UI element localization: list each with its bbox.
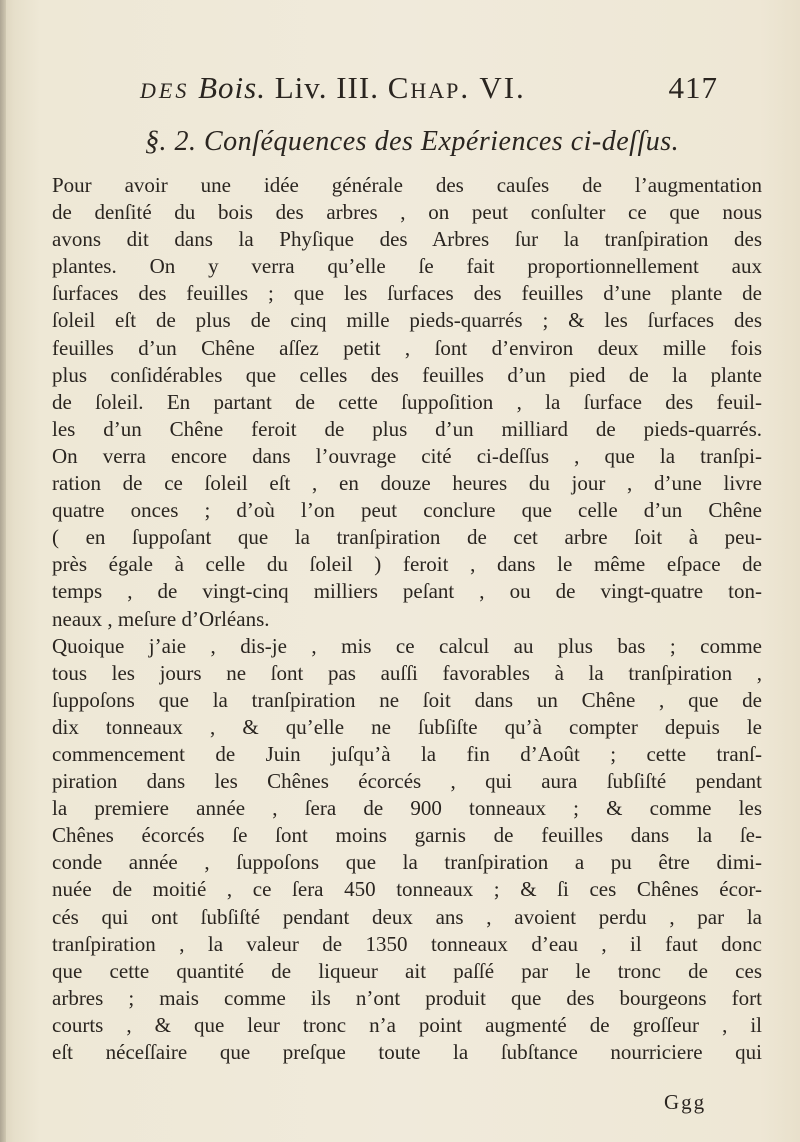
text-line: avons dit dans la Phyſique des Arbres ſur la tranſpiration des — [52, 227, 762, 252]
running-head-chap: Chap. VI. — [387, 70, 526, 105]
text-line: quatre onces ; d’où l’on peut conclure que celle d’un Chêne — [52, 498, 762, 523]
text-line: plantes. On y verra qu’elle ſe fait proportionnellement aux — [52, 254, 762, 279]
binding-edge — [0, 0, 6, 1142]
running-head — [140, 70, 720, 110]
text-line: arbres ; mais comme ils n’ont produit que des bourgeons fort — [52, 985, 762, 1010]
text-line: de ſoleil. En partant de cette ſuppoſition , la ſurface des feuil- — [52, 389, 762, 414]
page-number: 417 — [668, 70, 718, 105]
text-line: que cette quantité de liqueur ait paſſé par le tronc de ces — [52, 958, 762, 983]
running-head-des: DES — [140, 78, 190, 103]
text-line: cés qui ont ſubſiſté pendant deux ans , avoient perdu , par la — [52, 904, 762, 929]
text-line: Quoique j’aie , dis-je , mis ce calcul au plus bas ; comme — [52, 633, 762, 658]
text-line: feuilles d’un Chêne aſſez petit , ſont d’environ deux mille fois — [52, 335, 762, 360]
text-line: tous les jours ne ſont pas auſſi favorables à la tranſpiration , — [52, 660, 762, 685]
text-line: ſurfaces des feuilles ; que les ſurfaces des feuilles d’une plante de — [52, 281, 762, 306]
text-line: conde année , ſuppoſons que la tranſpiration a pu être dimi- — [52, 850, 762, 875]
running-head-bois: Bois. — [198, 70, 266, 105]
section-title: §. 2. Conſéquences des Expériences ci-deſſus. — [145, 126, 680, 157]
text-line: de denſité du bois des arbres , on peut conſulter ce que nous — [52, 200, 762, 225]
text-line: neaux , meſure d’Orléans. — [52, 606, 270, 631]
text-line: tranſpiration , la valeur de 1350 tonneaux d’eau , il faut donc — [52, 931, 762, 956]
text-line: ration de ce ſoleil eſt , en douze heures du jour , d’une livre — [52, 471, 762, 496]
running-head-liv: Liv. III. — [274, 70, 379, 105]
text-line: piration dans les Chênes écorcés , qui aura ſubſiſté pendant — [52, 769, 762, 794]
text-line: plus conſidérables que celles des feuilles d’un pied de la plante — [52, 362, 762, 387]
text-line: ſuppoſons que la tranſpiration ne ſoit dans un Chêne , que de — [52, 687, 762, 712]
paragraph-2 — [52, 633, 762, 1067]
text-line: Pour avoir une idée générale des cauſes de l’augmentation — [52, 173, 762, 197]
text-line: commencement de Juin juſqu’à la fin d’Août ; cette tranſ- — [52, 741, 762, 766]
text-line: courts , & que leur tronc n’a point augmenté de groſſeur , il — [52, 1012, 762, 1037]
text-line: dix tonneaux , & qu’elle ne ſubſiſte qu’à compter depuis le — [52, 714, 762, 739]
text-line: près égale à celle du ſoleil ) feroit , dans le même eſpace de — [52, 552, 762, 577]
text-line: eſt néceſſaire que preſque toute la ſubſtance nourriciere qui — [52, 1040, 762, 1064]
text-line: nuée de moitié , ce ſera 450 tonneaux ; & ſi ces Chênes écor- — [52, 877, 762, 902]
text-line: les d’un Chêne feroit de plus d’un milliard de pieds-quarrés. — [52, 416, 762, 441]
text-line: Chênes écorcés ſe ſont moins garnis de feuilles dans la ſe- — [52, 823, 762, 848]
text-line: ( en ſuppoſant que la tranſpiration de cet arbre ſoit à peu- — [52, 525, 762, 550]
text-line: temps , de vingt-cinq milliers peſant , ou de vingt-quatre ton- — [52, 579, 762, 604]
signature-mark: Ggg — [664, 1090, 707, 1114]
text-line: ſoleil eſt de plus de cinq mille pieds-quarrés ; & les ſurfaces des — [52, 308, 762, 333]
text-line: la premiere année , ſera de 900 tonneaux ; & comme les — [52, 796, 762, 821]
body-text — [52, 172, 762, 1092]
paragraph-1 — [52, 172, 762, 633]
text-line: On verra encore dans l’ouvrage cité ci-deſſus , que la tranſpi- — [52, 443, 762, 468]
